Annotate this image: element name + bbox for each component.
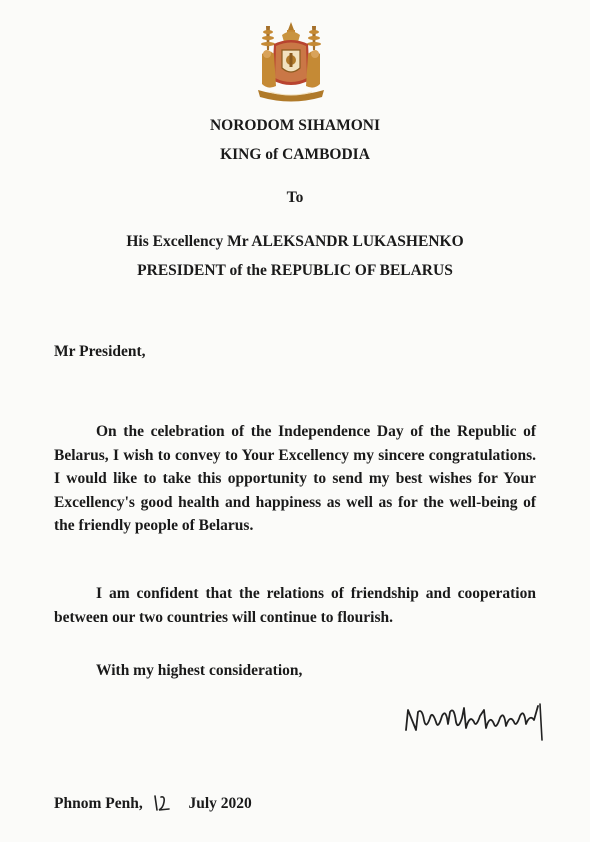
month-year: July 2020 <box>188 795 252 812</box>
sender-title: KING of CAMBODIA <box>220 146 370 163</box>
place-name: Phnom Penh, <box>54 795 143 812</box>
addressee-title: PRESIDENT of the REPUBLIC OF BELARUS <box>137 262 453 279</box>
signature-icon <box>402 700 550 742</box>
salutation: Mr President, <box>54 343 146 360</box>
body-paragraph-2: I am confident that the relations of friendship and cooperation between our two countries will continue to flourish. <box>54 585 536 626</box>
closing-line: With my highest consideration, <box>96 662 303 679</box>
handwritten-day-icon <box>151 794 179 812</box>
place-date-line <box>54 794 252 813</box>
to-label: To <box>286 189 304 206</box>
sender-name: NORODOM SIHAMONI <box>209 117 381 134</box>
body-paragraph-1: On the celebration of the Independence Day of the Republic of Belarus, I wish to convey to Your Excellency my sincere congratulations. I would like to take this opportunity to send my best wishes for Your Excellency's good health and happiness as well as for the well-being of the friendly people of Belarus. <box>54 423 536 534</box>
addressee-name: His Excellency Mr ALEKSANDR LUKASHENKO <box>126 233 464 250</box>
royal-coat-of-arms-icon <box>254 20 328 106</box>
